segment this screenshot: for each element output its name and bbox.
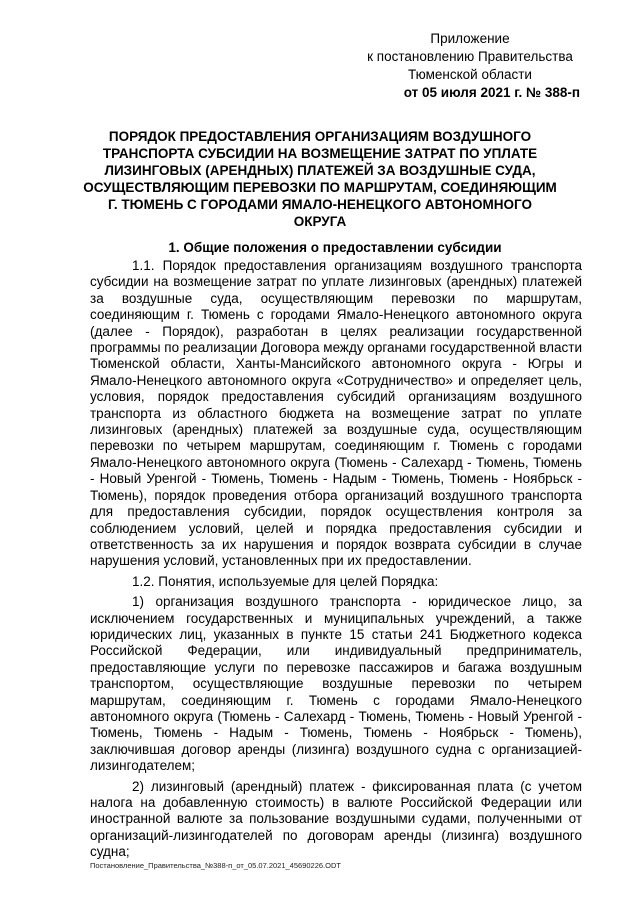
appendix-resolution: к постановлению Правительства	[367, 49, 573, 64]
appendix-label: Приложение	[430, 31, 510, 46]
paragraph-item-2: 2) лизинговый (арендный) платеж - фиксированная плата (с учетом налога на добавленную стоимость) в валюте Российской Федерации или иностранной валюте за пользование воздушными судами, полученными от организаций-лизингодателей по договорам аренды (лизинга) воздушного судна;	[90, 778, 582, 860]
section-heading: 1. Общие положения о предоставлении субсидии	[168, 240, 502, 255]
appendix-block	[360, 30, 580, 102]
document-body	[90, 258, 582, 865]
document-title: ПОРЯДОК ПРЕДОСТАВЛЕНИЯ ОРГАНИЗАЦИЯМ ВОЗДУШНОГО ТРАНСПОРТА СУБСИДИИ НА ВОЗМЕЩЕНИЕ ЗАТРАТ ПО УПЛАТЕ ЛИЗИНГОВЫХ (АРЕНДНЫХ) ПЛАТЕЖЕЙ ЗА ВОЗДУШНЫЕ СУДА, ОСУЩЕСТВЛЯЮЩИМ ПЕРЕВОЗКИ ПО МАРШРУТАМ, СОЕДИНЯЮЩИМ Г. ТЮМЕНЬ С ГОРОДАМИ ЯМАЛО-НЕНЕЦКОГО АВТОНОМНОГО ОКРУГА	[83, 129, 557, 229]
appendix-date-number: от 05 июля 2021 г. № 388-п	[403, 85, 580, 100]
paragraph-item-1: 1) организация воздушного транспорта - юридическое лицо, за исключением государственных и муниципальных учреждений, а также юридических лиц, указанных в пункте 15 статьи 241 Бюджетного кодекса Российской Федерации, или индивидуальный предприниматель, предоставляющие услуги по перевозке пассажиров и багажа воздушным транспортом, осуществляющие воздушные перевозки по четырем маршрутам, соединяющим г. Тюмень с городами Ямало-Ненецкого автономного округа (Тюмень - Салехард - Тюмень, Тюмень - Новый Уренгой - Тюмень, Тюмень - Надым - Тюмень, Тюмень - Ноябрьск - Тюмень), заключившая договор аренды (лизинга) воздушного судна с организацией-лизингодателем;	[90, 594, 582, 774]
paragraph-1-1: 1.1. Порядок предоставления организациям воздушного транспорта субсидии на возмещение затрат по уплате лизинговых (арендных) платежей за воздушные суда, осуществляющим перевозки по маршрутам, соединяющим г. Тюмень с городами Ямало-Ненецкого автономного округа (далее - Порядок), разработан в целях реализации государственной программы по реализации Договора между органами государственной власти Тюменской области, Ханты-Мансийского автономного округа - Югры и Ямало-Ненецкого автономного округа «Сотрудничество» и определяет цель, условия, порядок предоставления субсидий организациям воздушного транспорта из областного бюджета на возмещение затрат по уплате лизинговых (арендных) платежей за воздушные суда, осуществляющим перевозки по четырем маршрутам, соединяющим г. Тюмень с городами Ямало-Ненецкого автономного округа (Тюмень - Салехард - Тюмень, Тюмень - Новый Уренгой - Тюмень, Тюмень - Надым - Тюмень, Тюмень - Ноябрьск - Тюмень), порядок проведения отбора организаций воздушного транспорта для предоставления субсидии, порядок осуществления контроля за соблюдением условий, целей и порядка предоставления субсидии и ответственность за их нарушения и порядок возврата субсидии в случае нарушения условий, установленных при их предоставлении.	[90, 258, 582, 569]
appendix-region: Тюменской области	[408, 67, 532, 82]
paragraph-1-2: 1.2. Понятия, используемые для целей Порядка:	[132, 573, 439, 589]
file-footer: Постановление_Правительства_№388-п_от_05.07.2021_45690226.ODT	[90, 861, 341, 870]
